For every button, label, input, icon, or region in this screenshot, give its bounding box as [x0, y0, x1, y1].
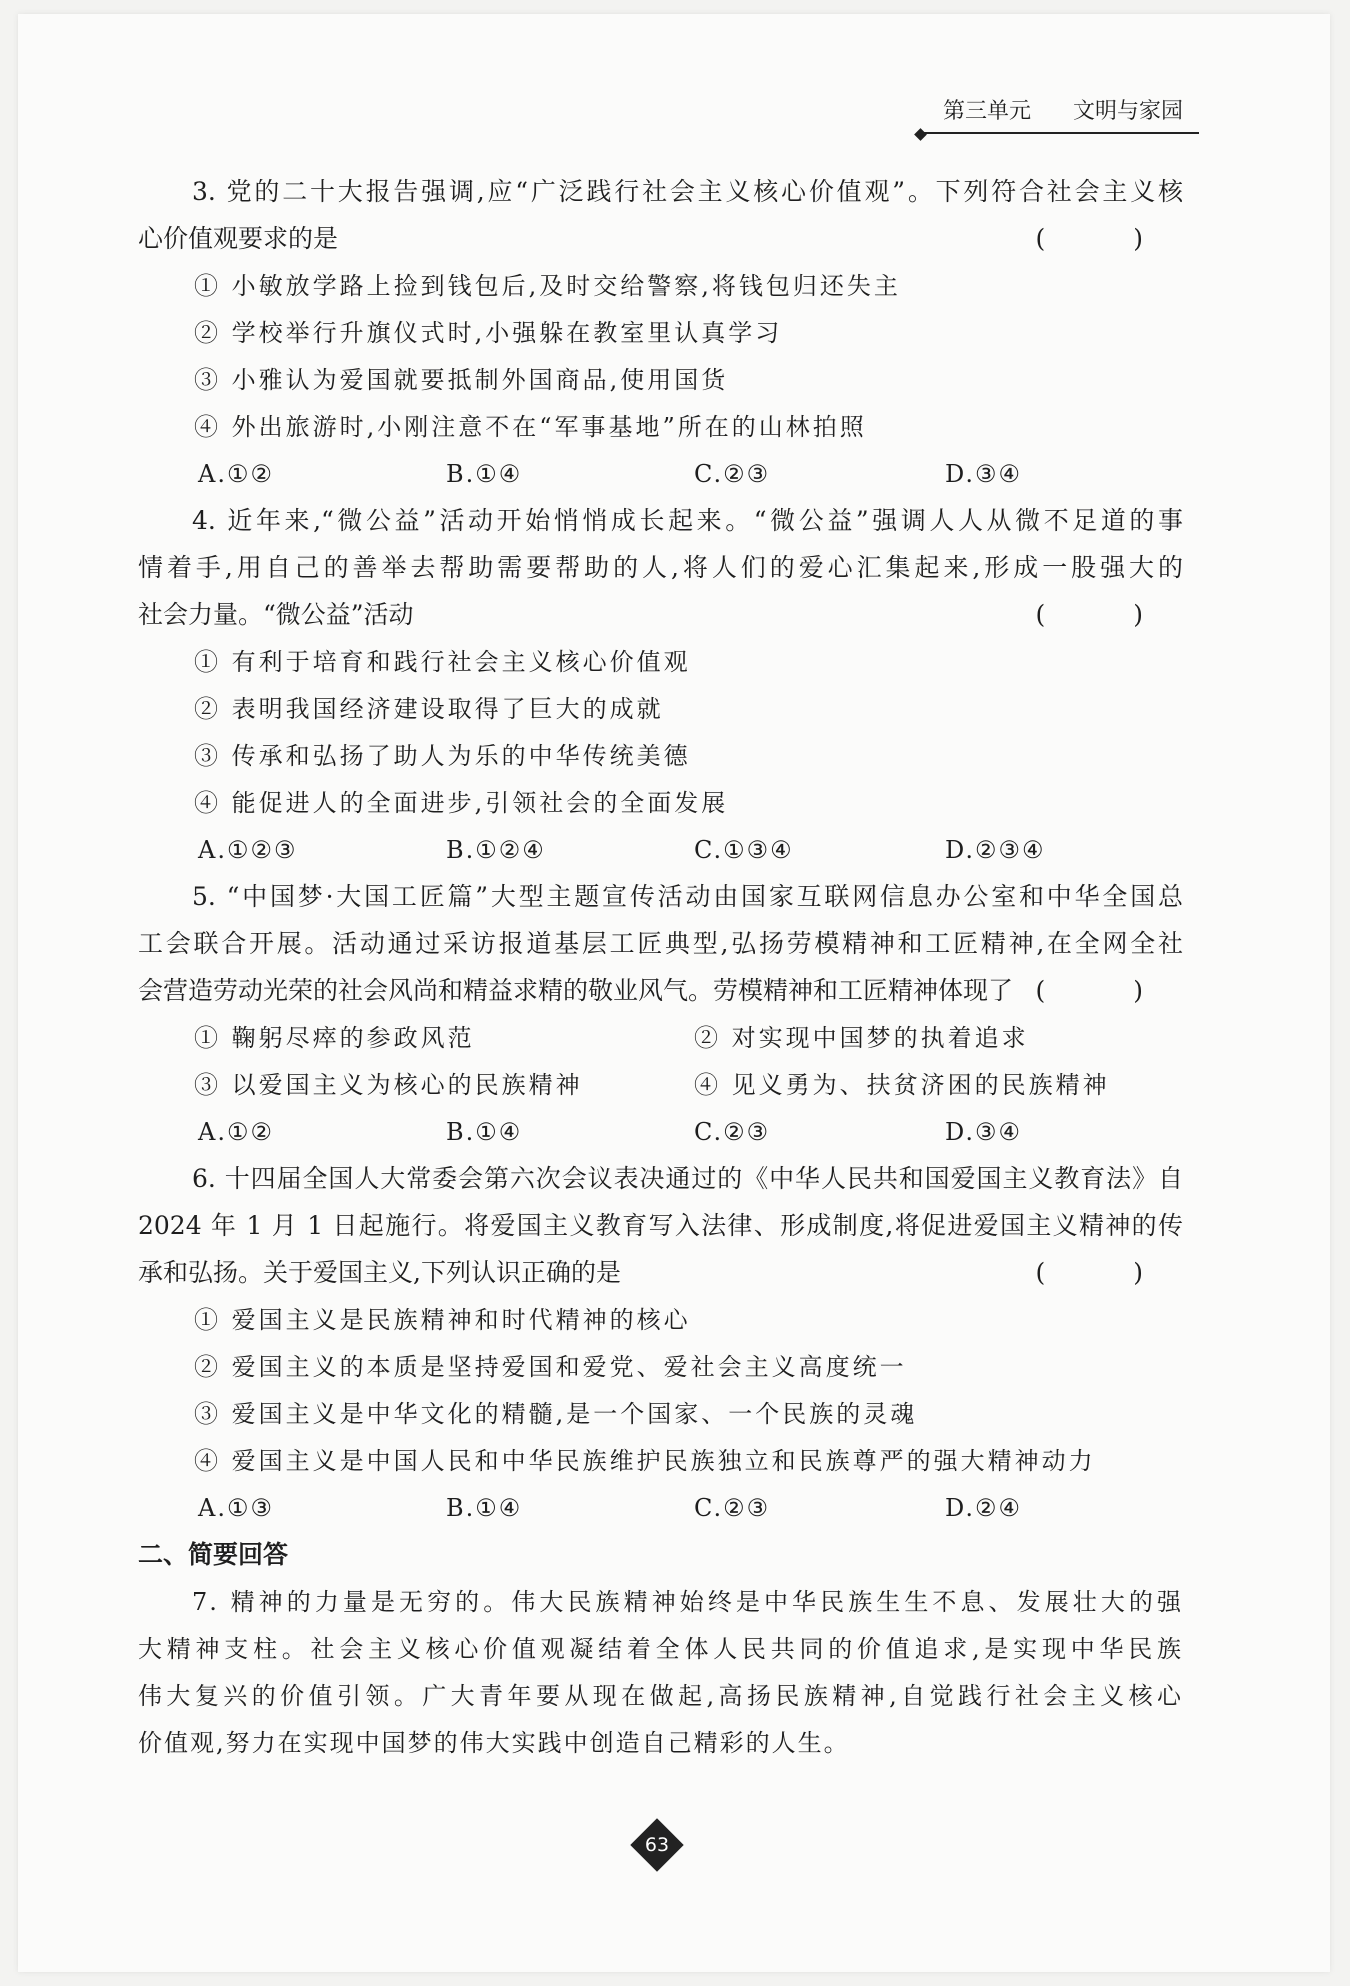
- q5-option: ① 鞠躬尽瘁的参政风范: [194, 1024, 475, 1052]
- header-unit: 第三单元: [943, 99, 1032, 124]
- q3-option: ① 小敏放学路上捡到钱包后,及时交给警察,将钱包归还失主: [194, 272, 901, 300]
- q4-option: ③ 传承和弘扬了助人为乐的中华传统美德: [194, 742, 691, 770]
- choice-a: A.①②: [198, 1118, 274, 1146]
- q3-option: ③ 小雅认为爱国就要抵制外国商品,使用国货: [194, 366, 729, 394]
- q6-stem-line: 6. 十四届全国人大常委会第六次会议表决通过的《中华人民共和国爱国主义教育法》自: [192, 1164, 1183, 1193]
- q3-option: ④ 外出旅游时,小刚注意不在“军事基地”所在的山林拍照: [194, 413, 867, 441]
- q6-option: ② 爱国主义的本质是坚持爱国和爱党、爱社会主义高度统一: [194, 1353, 907, 1381]
- q4-stem-line: 情着手,用自己的善举去帮助需要帮助的人,将人们的爱心汇集起来,形成一股强大的: [138, 553, 1183, 582]
- q3-stem-text: 心价值观要求的是: [138, 224, 339, 253]
- q6-stem-line: [138, 1249, 1183, 1297]
- q6-option: ③ 爱国主义是中华文化的精髓,是一个国家、一个民族的灵魂: [194, 1400, 918, 1428]
- choice-d: D.③④: [945, 1118, 1023, 1146]
- q5-stem-line: [138, 967, 1183, 1015]
- diamond-icon: [914, 128, 927, 141]
- q4-stem-text: 社会力量。“微公益”活动: [138, 600, 414, 629]
- q5-choices: [198, 1108, 1183, 1156]
- q5-option: ② 对实现中国梦的执着追求: [694, 1024, 1029, 1052]
- choice-c: C.①③④: [694, 836, 794, 864]
- q5-stem-line: 5. “中国梦·大国工匠篇”大型主题宣传活动由国家互联网信息办公室和中华全国总: [192, 882, 1183, 911]
- q6-stem-text: 承和弘扬。关于爱国主义,下列认识正确的是: [138, 1258, 621, 1287]
- choice-c: C.②③: [694, 1494, 771, 1522]
- q6-option: ④ 爱国主义是中国人民和中华民族维护民族独立和民族尊严的强大精神动力: [194, 1447, 1096, 1475]
- q4-option: ② 表明我国经济建设取得了巨大的成就: [194, 695, 664, 723]
- q4-stem-line: 4. 近年来,“微公益”活动开始悄悄成长起来。“微公益”强调人人从微不足道的事: [192, 506, 1183, 535]
- choice-b: B.①④: [446, 460, 523, 488]
- q7-text-line: 伟大复兴的价值引领。广大青年要从现在做起,高扬民族精神,自觉践行社会主义核心: [138, 1682, 1183, 1710]
- q4-option: ④ 能促进人的全面进步,引领社会的全面发展: [194, 789, 729, 817]
- q5-option: ④ 见义勇为、扶贫济困的民族精神: [694, 1071, 1110, 1099]
- q4-option: ① 有利于培育和践行社会主义核心价值观: [194, 648, 691, 676]
- choice-c: C.②③: [694, 460, 771, 488]
- q6-option: ① 爱国主义是民族精神和时代精神的核心: [194, 1306, 691, 1334]
- header-title: 文明与家园: [1073, 99, 1184, 124]
- choice-d: D.③④: [945, 460, 1023, 488]
- choice-b: B.①②④: [446, 836, 546, 864]
- q4-stem-line: [138, 591, 1183, 639]
- q5-option-row: [194, 1061, 1183, 1109]
- q7-text-line: 7. 精神的力量是无穷的。伟大民族精神始终是中华民族生生不息、发展壮大的强: [192, 1588, 1183, 1616]
- page-number: [636, 1824, 678, 1866]
- answer-parenthesis: ( ): [1035, 976, 1183, 1005]
- choice-d: D.②③④: [945, 836, 1046, 864]
- q4-choices: [198, 826, 1183, 874]
- answer-parenthesis: ( ): [1035, 1258, 1183, 1287]
- choice-b: B.①④: [446, 1494, 523, 1522]
- answer-parenthesis: ( ): [1035, 600, 1183, 629]
- q3-choices: [198, 450, 1183, 498]
- q7-text-line: 大精神支柱。社会主义核心价值观凝结着全体人民共同的价值追求,是实现中华民族: [138, 1635, 1183, 1663]
- page-number-text: 63: [644, 1834, 670, 1856]
- answer-parenthesis: ( ): [1035, 224, 1183, 253]
- q5-stem-line: 工会联合开展。活动通过采访报道基层工匠典型,弘扬劳模精神和工匠精神,在全网全社: [138, 929, 1183, 958]
- running-header: [923, 90, 1199, 134]
- q5-stem-text: 会营造劳动光荣的社会风尚和精益求精的敬业风气。劳模精神和工匠精神体现了: [138, 976, 1014, 1005]
- choice-a: A.①②③: [198, 836, 298, 864]
- section-heading: 二、简要回答: [138, 1540, 289, 1569]
- q3-stem-line: 3. 党的二十大报告强调,应“广泛践行社会主义核心价值观”。下列符合社会主义核: [192, 177, 1183, 206]
- choice-d: D.②④: [945, 1494, 1023, 1522]
- q7-text-line: 价值观,努力在实现中国梦的伟大实践中创造自己精彩的人生。: [138, 1729, 850, 1757]
- choice-c: C.②③: [694, 1118, 771, 1146]
- q5-option: ③ 以爱国主义为核心的民族精神: [194, 1071, 583, 1099]
- q3-stem-line: [138, 215, 1183, 263]
- choice-a: A.①③: [198, 1494, 274, 1522]
- q6-choices: [198, 1484, 1183, 1532]
- choice-b: B.①④: [446, 1118, 523, 1146]
- q5-option-row: [194, 1014, 1183, 1062]
- choice-a: A.①②: [198, 460, 274, 488]
- q6-stem-line: 2024 年 1 月 1 日起施行。将爱国主义教育写入法律、形成制度,将促进爱国主义精神的传: [138, 1211, 1183, 1240]
- q3-option: ② 学校举行升旗仪式时,小强躲在教室里认真学习: [194, 319, 783, 347]
